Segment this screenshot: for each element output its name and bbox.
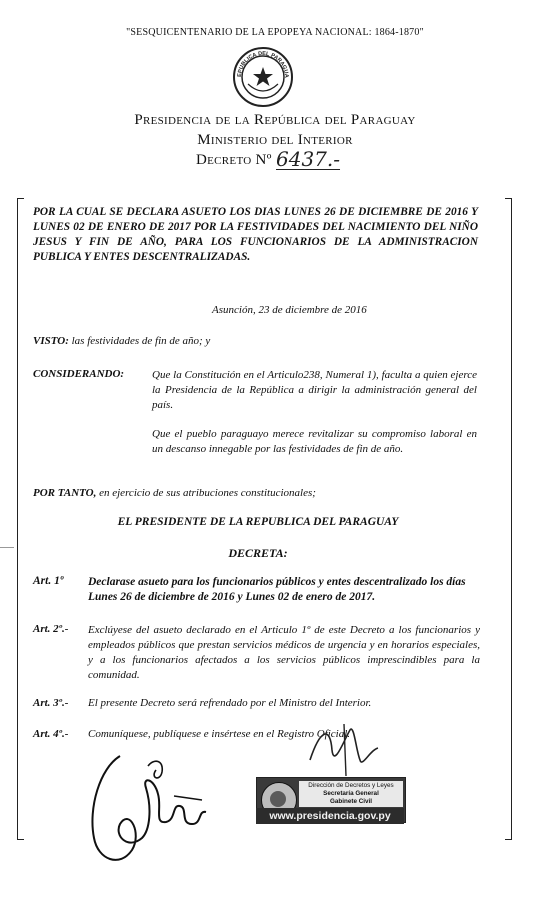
article-4-label: Art. 4º.- [33, 728, 69, 740]
visto-text: las festividades de fin de año; y [71, 335, 211, 347]
stamp-line-2: Secretaría General [323, 790, 379, 797]
stamp-line-3: Gabinete Civil [330, 798, 372, 805]
decree-title: POR LA CUAL SE DECLARA ASUETO LOS DIAS LUNES 26 DE DICIEMBRE DE 2016 Y LUNES 02 DE ENERO DE 2017 POR LA FESTIVIDADES DEL NACIMIENTO DEL NIÑO JESUS Y FIN DE AÑO, PARA LOS FUNCIONARIOS DE LA ADMINISTRACION PUBLICA Y ENTES DESCENTRALIZADAS. [33, 206, 478, 263]
por-tanto-paragraph [33, 487, 316, 499]
stamp-url: www.presidencia.gov.py [256, 808, 404, 824]
visto-paragraph [33, 335, 210, 347]
decreta-heading: DECRETA: [228, 546, 288, 560]
article-4-text: Comuníquese, publíquese e insértese en el Registro Oficial. [88, 728, 351, 740]
margin-tick [0, 547, 14, 548]
left-margin-bracket [17, 198, 24, 840]
article-2-label: Art. 2º.- [33, 623, 69, 635]
svg-text:REPUBLICA DEL PARAGUAY [232, 46, 289, 78]
decree-number: 6437.- [276, 147, 341, 171]
article-3-text: El presente Decreto será refrendado por el Ministro del Interior. [88, 697, 372, 709]
article-3-label: Art. 3º.- [33, 697, 69, 709]
header-motto: "SESQUICENTENARIO DE LA EPOPEYA NACIONAL: 1864-1870" [126, 27, 424, 38]
decree-label: Decreto Nº [196, 152, 272, 168]
national-seal [232, 46, 294, 108]
header-line-presidency: Presidencia de la República del Paraguay [134, 112, 416, 128]
por-tanto-text: en ejercicio de sus atribuciones constitucionales; [99, 487, 316, 499]
president-signature [80, 738, 230, 873]
article-2-text: Exclúyese del asueto declarado en el Articulo 1º de este Decreto a los funcionarios y empleados públicos que prestan servicios médicos de urgencia y en horarios especiales, y a los funcionarios afectados a los servicios públicos imprescindibles para la comunidad. [88, 624, 480, 681]
article-1-text: Declarase asueto para los funcionarios públicos y entes descentralizado los días Lunes 26 de diciembre de 2016 y Lunes 02 de enero de 2017. [88, 576, 466, 603]
right-margin-bracket [505, 198, 512, 840]
minister-signature [300, 720, 390, 780]
seal-text: EPUBLICA DEL PARAGUA [236, 50, 290, 78]
president-heading: EL PRESIDENTE DE LA REPUBLICA DEL PARAGUAY [117, 516, 399, 528]
stamp-line-1: Dirección de Decretos y Leyes [308, 782, 394, 789]
article-1-label: Art. 1º [33, 575, 64, 587]
visto-label: VISTO: [33, 335, 69, 347]
considerando-paragraph-2: Que el pueblo paraguayo merece revitalizar su compromiso laboral en un descanso innegable por las festividades de fin de año. [152, 428, 477, 455]
place-date: Asunción, 23 de diciembre de 2016 [212, 304, 367, 316]
por-tanto-label: POR TANTO, [33, 487, 97, 499]
considerando-paragraph-1: Que la Constitución en el Articulo238, Numeral 1), faculta a quien ejerce la Presidencia de la República a dirigir la administración general del país. [152, 369, 477, 411]
considerando-label: CONSIDERANDO: [33, 368, 125, 380]
header-line-ministry: Ministerio del Interior [197, 132, 353, 148]
